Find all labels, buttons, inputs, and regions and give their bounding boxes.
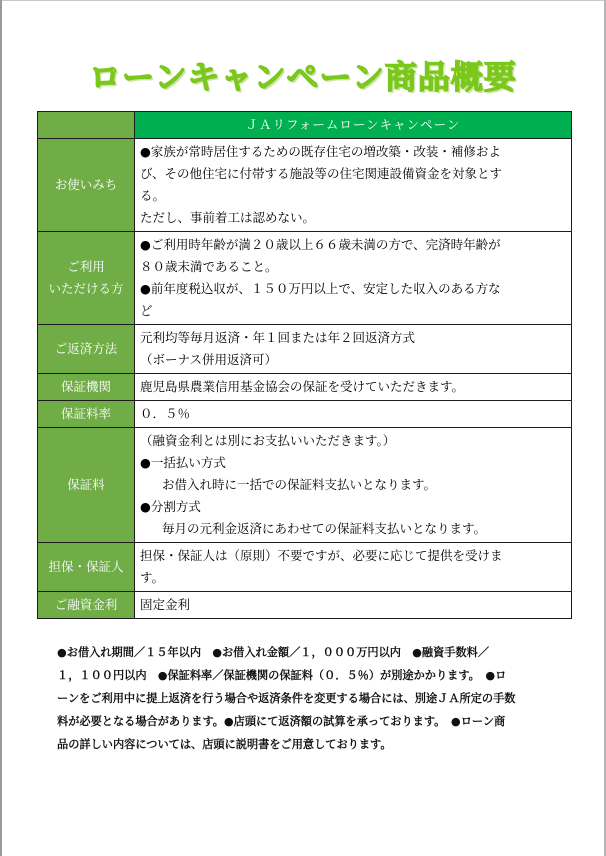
footnote-line: ●お借入れ期間／１５年以内 ●お借入れ金額／１，０００万円以内 ●融資手数料／ (57, 646, 490, 659)
value-guarantor-org: 鹿児島県農業信用基金協会の保証を受けていただきます。 (135, 374, 572, 401)
eligibility-label-line: ご利用 (67, 259, 105, 274)
value-guarantee-rate: ０．５％ (135, 401, 572, 428)
collateral-line: す。 (140, 570, 165, 585)
product-summary-table (37, 111, 572, 619)
usage-line: る。 (140, 188, 166, 203)
row-guarantor-org (38, 374, 572, 401)
guarantee-fee-line: 毎月の元利金返済にあわせての保証料支払いとなります。 (162, 521, 487, 536)
footnote-line: ーンをご利用中に提上返済を行う場合や返済条件を変更する場合には、別途ＪＡ所定の手数 (57, 692, 516, 705)
row-eligibility (38, 232, 572, 325)
row-interest-rate (38, 592, 572, 619)
label-guarantee-fee: 保証料 (38, 428, 135, 543)
usage-line: ただし、事前着工は認めない。 (140, 210, 316, 225)
guarantee-fee-line: ●一括払い方式 (140, 455, 226, 470)
row-collateral (38, 543, 572, 592)
row-guarantee-fee (38, 428, 572, 543)
guarantee-fee-line: お借入れ時に一括での保証料支払いとなります。 (162, 477, 437, 492)
page-edge-top (0, 0, 606, 1)
value-interest-rate: 固定金利 (135, 592, 572, 619)
footnote-line: 料が必要となる場合があります。●店頭にて返済額の試算を承っております。 ●ローン商 (57, 715, 506, 728)
table-header-row (38, 112, 572, 139)
value-usage (135, 139, 572, 232)
row-repayment (38, 325, 572, 374)
usage-line: び、その他住宅に付帯する施設等の住宅関連設備資金を対象とす (140, 166, 503, 181)
value-guarantee-fee (135, 428, 572, 543)
eligibility-line: ●前年度税込収が、１５０万円以上で、安定した収入のある方な (140, 281, 501, 296)
eligibility-line: ど (140, 303, 153, 318)
footnote-line: １，１００円以内 ●保証料率／保証機関の保証料（０．５％）が別途かかります。 ●ロ (57, 669, 507, 682)
footnotes (57, 641, 562, 756)
row-guarantee-rate (38, 401, 572, 428)
page-edge-left (0, 0, 2, 856)
row-usage (38, 139, 572, 232)
label-repayment: ご返済方法 (38, 325, 135, 374)
eligibility-line: ●ご利用時年齢が満２０歳以上６６歳未満の方で、完済時年齢が (140, 237, 501, 252)
campaign-name: ＪＡリフォームローンキャンペーン (135, 112, 572, 139)
label-eligibility (38, 232, 135, 325)
repayment-line: 元利均等毎月返済・年１回または年２回返済方式 (140, 330, 416, 345)
eligibility-line: ８０歳未満であること。 (140, 259, 278, 274)
label-interest-rate: ご融資金利 (38, 592, 135, 619)
guarantee-fee-line: ●分割方式 (140, 499, 201, 514)
value-collateral (135, 543, 572, 592)
label-guarantor-org: 保証機関 (38, 374, 135, 401)
page-title: ローンキャンペーン商品概要 (89, 58, 517, 96)
footnote-line: 品の詳しい内容については、店頭に説明書をご用意しております。 (57, 738, 392, 751)
header-corner-cell (38, 112, 135, 139)
guarantee-fee-line: （融資金利とは別にお支払いいただきます。） (140, 433, 396, 448)
value-eligibility (135, 232, 572, 325)
eligibility-label-line: いただける方 (48, 281, 124, 296)
usage-line: ●家族が常時居住するための既存住宅の増改築・改装・補修およ (140, 144, 501, 159)
value-repayment (135, 325, 572, 374)
repayment-line: （ボーナス併用返済可） (140, 352, 278, 367)
collateral-line: 担保・保証人は（原則）不要ですが、必要に応じて提供を受けま (140, 548, 503, 563)
label-guarantee-rate: 保証料率 (38, 401, 135, 428)
label-usage: お使いみち (38, 139, 135, 232)
label-collateral: 担保・保証人 (38, 543, 135, 592)
